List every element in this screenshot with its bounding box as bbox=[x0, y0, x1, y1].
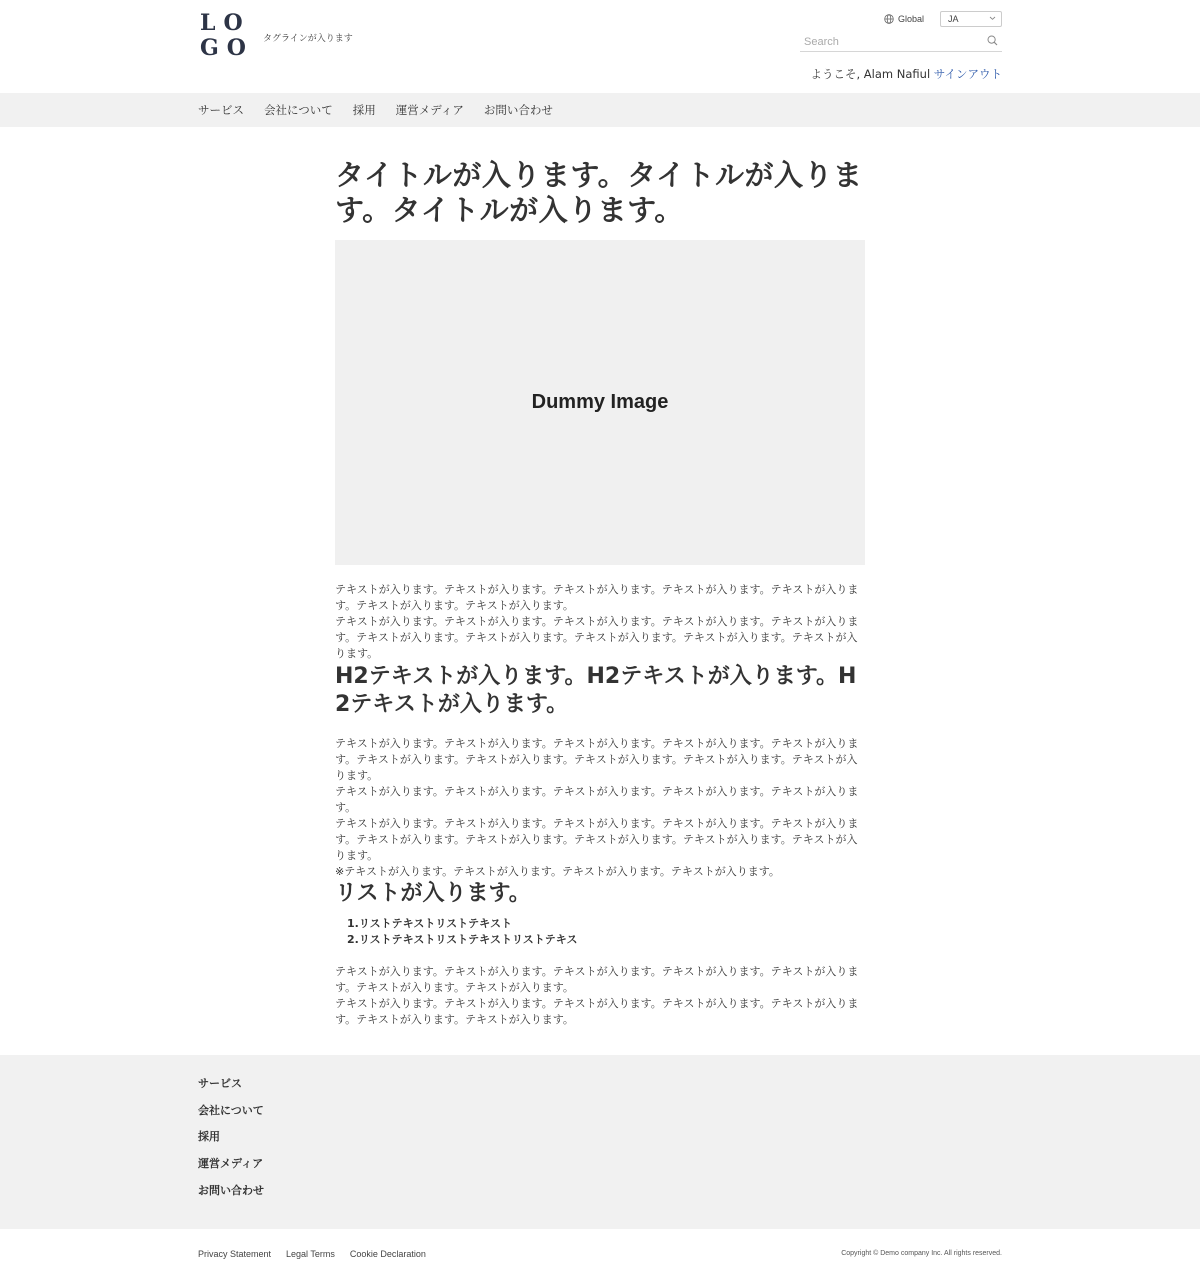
hero-image-label: Dummy Image bbox=[531, 391, 669, 413]
logo-line-2: GO bbox=[200, 35, 254, 61]
main-content bbox=[335, 158, 865, 1028]
copyright-text: Copyright © Demo company Inc. All rights reserved. bbox=[841, 1250, 1002, 1257]
nav-item-media[interactable]: 運営メディア bbox=[395, 103, 464, 117]
site-header bbox=[0, 0, 1200, 93]
body-paragraph-1: テキストが入ります。テキストが入ります。テキストが入ります。テキストが入ります。テキストが入ります。テキストが入ります。テキストが入ります。 bbox=[335, 583, 859, 612]
body-paragraph-3: テキストが入ります。テキストが入ります。テキストが入ります。テキストが入ります。テキストが入ります。テキストが入ります。テキストが入ります。テキストが入ります。テキストが入ります。テキストが入ります。 bbox=[335, 737, 859, 782]
global-link[interactable] bbox=[884, 12, 924, 26]
language-value: JA bbox=[948, 14, 959, 24]
body-paragraph-5: テキストが入ります。テキストが入ります。テキストが入ります。テキストが入ります。テキストが入ります。テキストが入ります。テキストが入ります。テキストが入ります。テキストが入ります。テキストが入ります。 bbox=[335, 817, 859, 862]
globe-icon bbox=[884, 14, 894, 24]
body-paragraph-6: テキストが入ります。テキストが入ります。テキストが入ります。テキストが入ります。テキストが入ります。テキストが入ります。テキストが入ります。 bbox=[335, 965, 859, 994]
footer-nav bbox=[0, 1055, 1200, 1229]
note-text: ※テキストが入ります。テキストが入ります。テキストが入ります。テキストが入ります。 bbox=[335, 865, 780, 878]
nav-item-about[interactable]: 会社について bbox=[264, 103, 333, 117]
list-item: 2.リストテキストリストテキストリストテキス bbox=[347, 933, 578, 946]
hero-image bbox=[335, 240, 865, 565]
signout-link[interactable]: サインアウト bbox=[933, 67, 1002, 81]
global-nav bbox=[0, 93, 1200, 127]
body-paragraph-2: テキストが入ります。テキストが入ります。テキストが入ります。テキストが入ります。テキストが入ります。テキストが入ります。テキストが入ります。テキストが入ります。テキストが入ります。テキストが入ります。 bbox=[335, 615, 859, 660]
logo-line-1: LO bbox=[200, 10, 251, 36]
search-box bbox=[800, 30, 1002, 52]
privacy-statement-link[interactable]: Privacy Statement bbox=[198, 1249, 272, 1259]
legal-links bbox=[198, 1249, 441, 1259]
list-heading: リストが入ります。 bbox=[335, 881, 531, 906]
page-title: タイトルが入ります。タイトルが入ります。タイトルが入ります。 bbox=[335, 158, 863, 227]
footer-item-media[interactable]: 運営メディア bbox=[198, 1157, 264, 1171]
list-item: 1.リストテキストリストテキスト bbox=[347, 917, 512, 930]
section-heading-h2: H2テキストが入ります。H2テキストが入ります。H2テキストが入ります。 bbox=[335, 664, 857, 717]
tagline: タグラインが入ります bbox=[263, 34, 353, 44]
search-input[interactable] bbox=[800, 32, 975, 52]
nav-item-services[interactable]: サービス bbox=[198, 103, 244, 117]
footer-item-services[interactable]: サービス bbox=[198, 1077, 242, 1090]
footer-item-about[interactable]: 会社について bbox=[198, 1103, 264, 1117]
ordered-list bbox=[335, 916, 865, 948]
body-paragraph-7: テキストが入ります。テキストが入ります。テキストが入ります。テキストが入ります。テキストが入ります。テキストが入ります。テキストが入ります。 bbox=[335, 997, 859, 1026]
cookie-declaration-link[interactable]: Cookie Declaration bbox=[349, 1249, 426, 1259]
nav-item-recruit[interactable]: 採用 bbox=[352, 103, 376, 117]
legal-terms-link[interactable]: Legal Terms bbox=[286, 1249, 335, 1259]
welcome-message bbox=[810, 66, 1002, 82]
logo[interactable] bbox=[200, 10, 254, 61]
welcome-text: ようこそ, Alam Nafiul bbox=[810, 67, 931, 81]
footer-item-recruit[interactable]: 採用 bbox=[198, 1130, 220, 1144]
search-icon[interactable] bbox=[987, 35, 998, 46]
footer-bottom-bar bbox=[0, 1229, 1200, 1268]
footer-item-contact[interactable]: お問い合わせ bbox=[198, 1183, 264, 1197]
global-label: Global bbox=[898, 14, 925, 24]
language-select[interactable] bbox=[940, 11, 1002, 27]
chevron-down-icon bbox=[989, 15, 996, 21]
body-paragraph-4: テキストが入ります。テキストが入ります。テキストが入ります。テキストが入ります。テキストが入ります。 bbox=[335, 785, 859, 814]
nav-item-contact[interactable]: お問い合わせ bbox=[483, 103, 553, 117]
